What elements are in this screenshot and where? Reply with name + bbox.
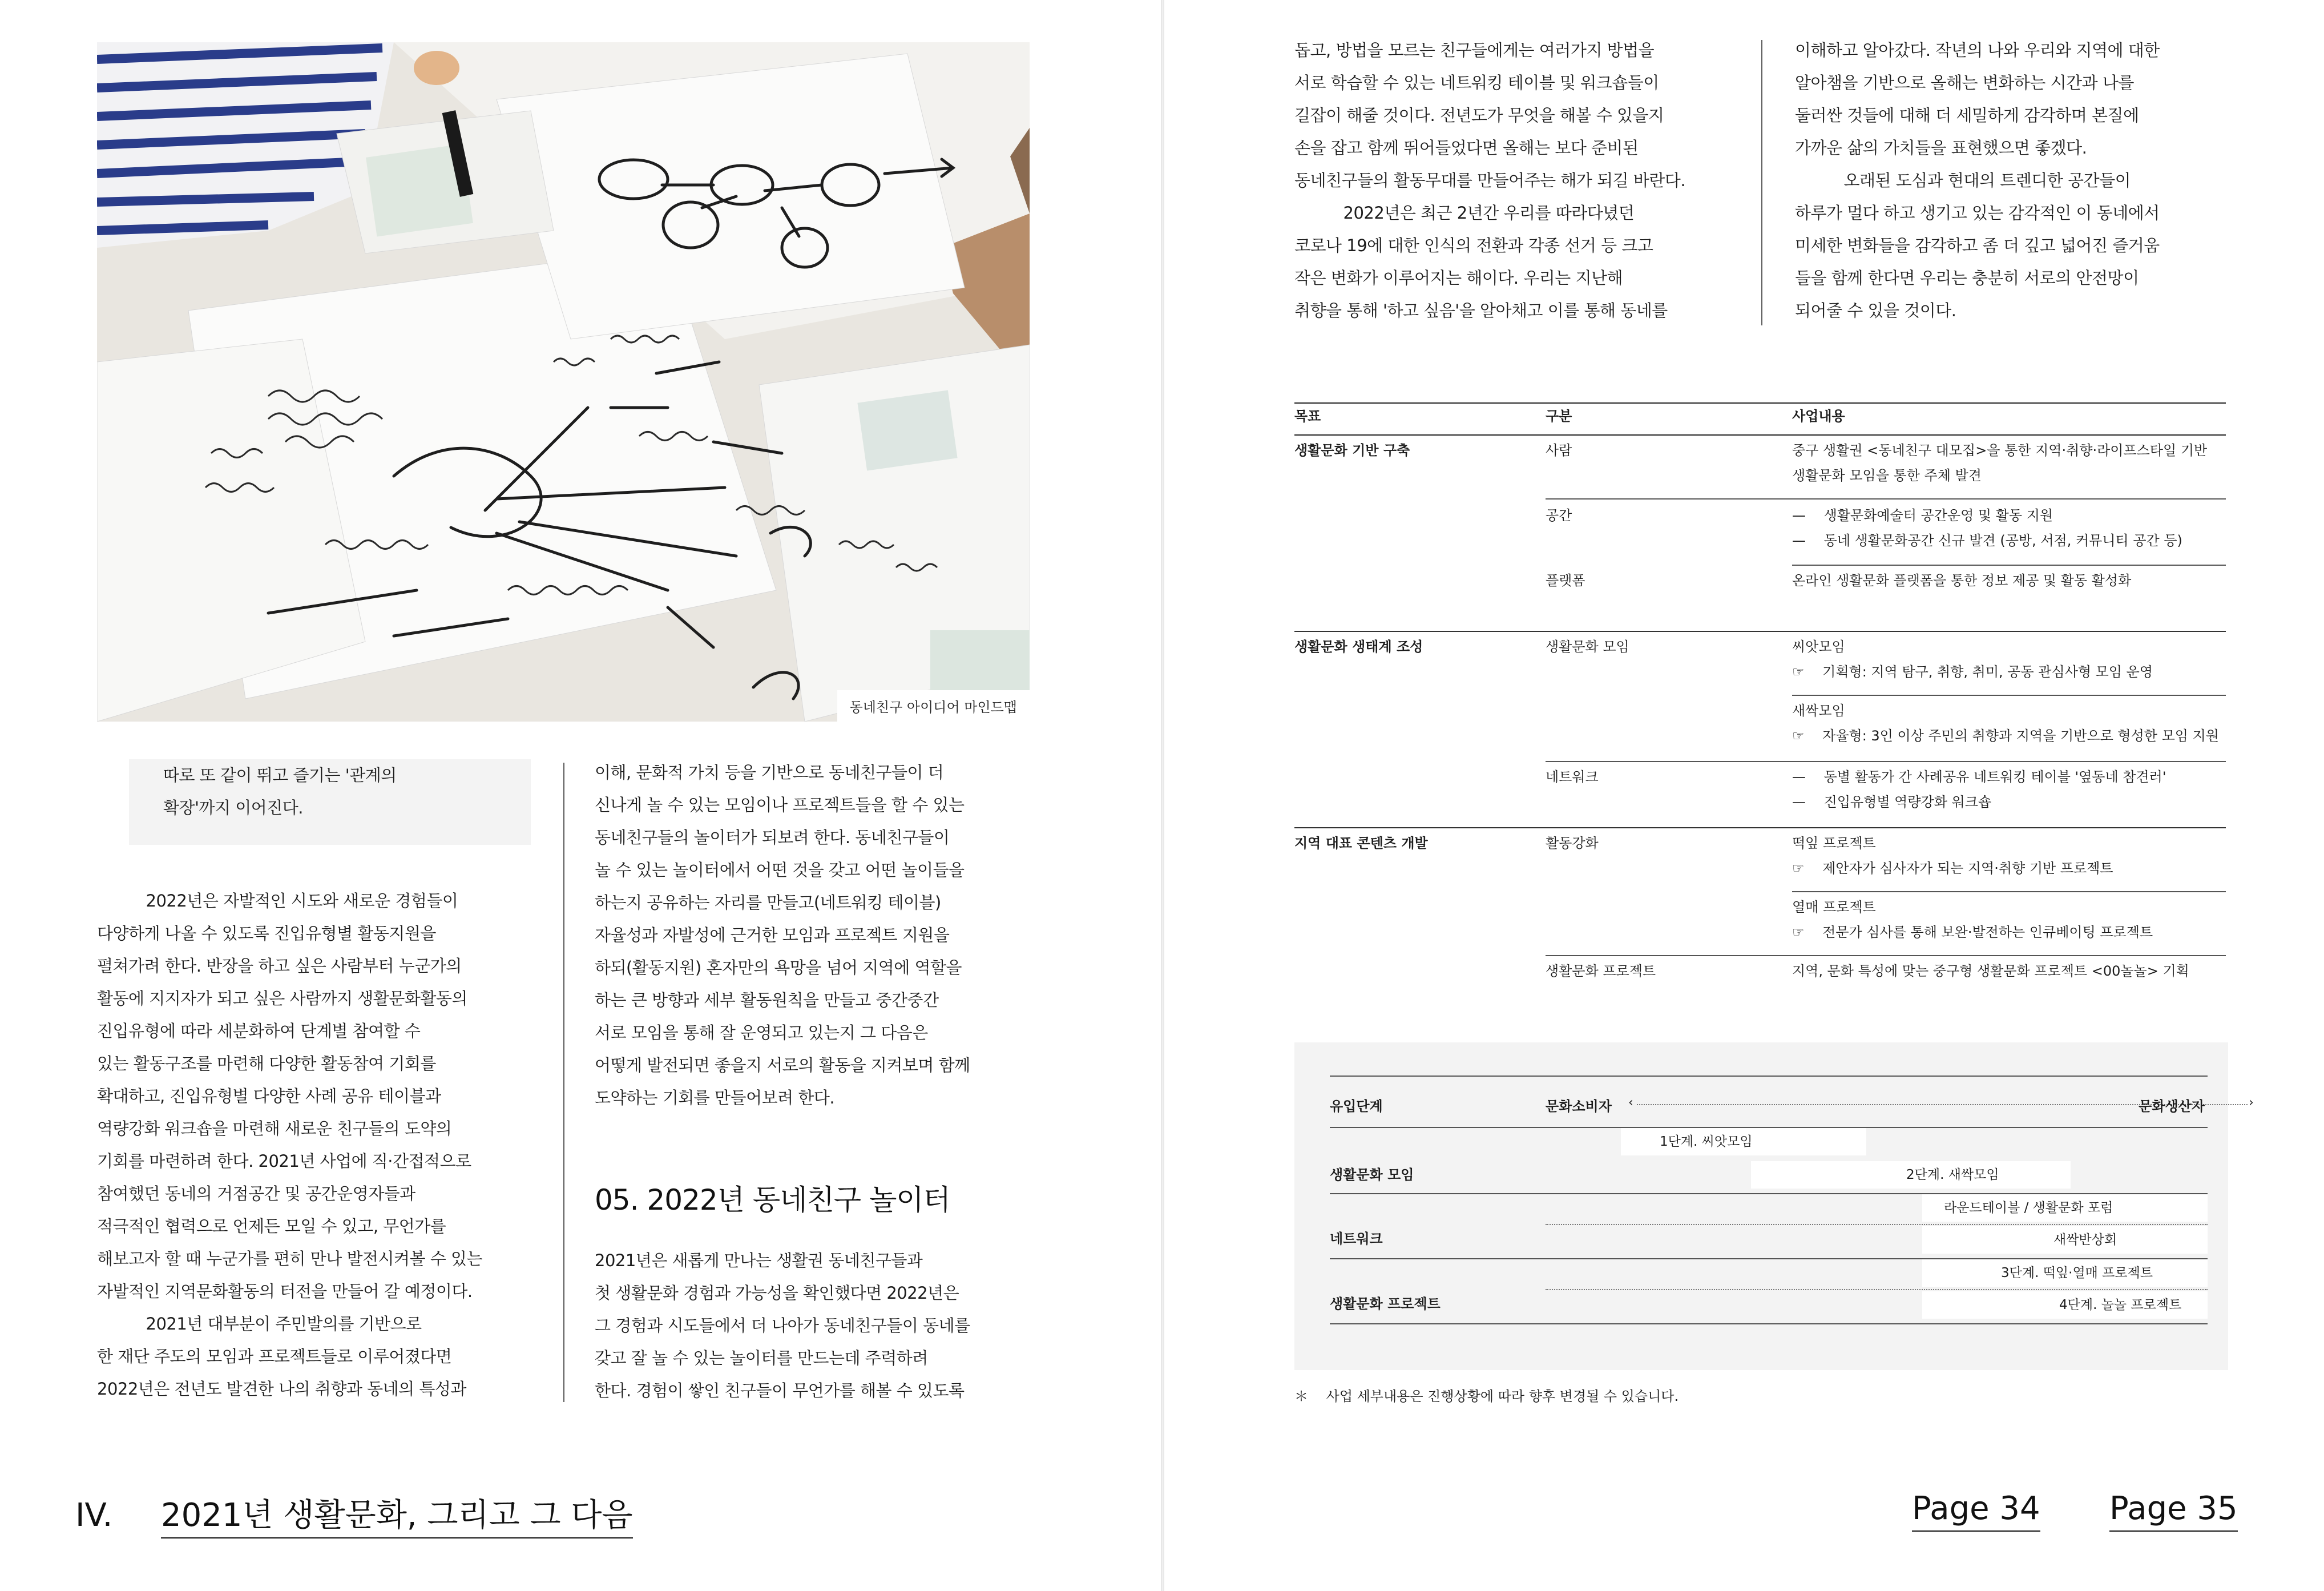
left-column-2-text: 이해, 문화적 가치 등을 기반으로 동네친구들이 더 신나게 놀 수 있는 모임이나 프로젝트들을 할 수 있는 동네친구들의 놀이터가 되보려 한다. 동네친구들이 놀 수 있는 놀이터에서 어떤 것을 갖고 어떤 놀이들을 하는지 공유하는 자리를 만들고(네트워킹 테이블) 자율성과 자발성에 근거한 모임과 프로젝트 지원을 하되(활동지원) 혼자만의 욕망을 넘어 지역에 역할을 하는 큰 방향과 세부 활동원칙을 만들고 중간중간 서로 모임을 통해 잘 운영되고 있는지 그 다음은 어떻게 발전되면 좋을지 서로의 활동을 지켜보며 함께 도약하는 기회를 만들어보려 한다. <box>595 763 970 1107</box>
section-title: 05. 2022년 동네친구 놀이터 <box>595 1183 950 1217</box>
table-header-division: 구분 <box>1546 408 1572 424</box>
stage-bar-5-label: 3단계. 떡잎·열매 프로젝트 <box>2001 1266 2153 1280</box>
row-4-content-b: 새싹모임 ☞ 자율형: 3인 이상 주민의 취향과 지역을 기반으로 형성한 모임 지원 <box>1792 703 2219 744</box>
stage-bar-1-label: 1단계. 씨앗모임 <box>1660 1134 1753 1149</box>
row-2-division: 공간 <box>1546 507 1572 523</box>
stage-bar-2 <box>1751 1161 2071 1189</box>
row-rule <box>1792 695 2226 696</box>
row-3-division: 플랫폼 <box>1546 573 1585 589</box>
group-rule <box>1294 631 2226 632</box>
right-column-2-text: 이해하고 알아갔다. 작년의 나와 우리와 지역에 대한 알아챔을 기반으로 올해는 변화하는 시간과 나를 둘러싼 것들에 대해 더 세밀하게 감각하며 본질에 가까운 삶의 가치들을 표현했으면 좋겠다. 오래된 도심과 현대의 트렌디한 공간들이 하루가 멀다 하고 생기고 있는 감각적인 이 동네에서 미세한 변화들을 감각하고 좀 더 깊고 넓어진 즐거움 들을 함께 한다면 우리는 충분히 서로의 안전망이 되어줄 수 있을 것이다. <box>1795 41 2160 320</box>
table-header-content: 사업내용 <box>1792 408 1845 424</box>
column-divider <box>563 763 564 1402</box>
stage-row-label-3: 생활문화 프로젝트 <box>1330 1296 1441 1312</box>
page-number-right: Page 35 <box>2109 1490 2238 1532</box>
chapter-number: IV. <box>75 1497 113 1534</box>
chapter-footer <box>75 1490 633 1536</box>
table-header-goal: 목표 <box>1294 408 1321 424</box>
goal-1: 생활문화 기반 구축 <box>1294 442 1410 458</box>
arrow-right-icon: › <box>2249 1095 2254 1110</box>
row-rule <box>1792 891 2226 892</box>
stage-header-label: 유입단계 <box>1330 1098 1383 1114</box>
right-column-1-text: 돕고, 방법을 모르는 친구들에게는 여러가지 방법을 서로 학습할 수 있는 네트워킹 테이블 및 워크숍들이 길잡이 해줄 것이다. 전년도가 무엇을 해볼 수 있을지 손을 잡고 함께 뛰어들었다면 올해는 보다 준비된 동네친구들의 활동무대를 만들어주는 해가 되길 바란다. 2022년은 최근 2년간 우리를 따라다녔던 코로나 19에 대한 인식의 전환과 각종 선거 등 크고 작은 변화가 이루어지는 해이다. 우리는 지난해 취향을 통해 '하고 싶음'을 알아채고 이를 통해 동네를 <box>1294 41 1686 320</box>
footnote: ＊ 사업 세부내용은 진행상황에 따라 향후 변경될 수 있습니다. <box>1294 1388 1679 1404</box>
stage-from-label: 문화소비자 <box>1546 1098 1612 1114</box>
stage-bar-6 <box>1922 1291 2208 1319</box>
row-2-content: — 생활문화예술터 공간운영 및 활동 지원 — 동네 생활문화공간 신규 발견 (공방, 서점, 커뮤니티 공간 등) <box>1792 507 2182 549</box>
mindmap-photo <box>97 42 1030 722</box>
stage-row-label-2: 네트워크 <box>1330 1231 1383 1247</box>
row-7-division: 생활문화 프로젝트 <box>1546 963 1656 979</box>
stage-bar-3-label: 라운드테이블 / 생활문화 포럼 <box>1944 1201 2113 1215</box>
diagram-bottom-rule <box>1330 1323 2208 1324</box>
row-5-content: — 동별 활동가 간 사례공유 네트워킹 테이블 '옆동네 참견러' — 진입유형별 역량강화 워크숍 <box>1792 769 2166 810</box>
row-6-division: 활동강화 <box>1546 835 1599 851</box>
row-6-content-b: 열매 프로젝트 ☞ 전문가 심사를 통해 보완·발전하는 인큐베이팅 프로젝트 <box>1792 899 2153 940</box>
diagram-dotted-rule <box>1546 1289 2208 1290</box>
group-rule <box>1294 827 2226 828</box>
stage-bar-2-label: 2단계. 새싹모임 <box>1906 1167 1999 1182</box>
chapter-title: 2021년 생활문화, 그리고 그 다음 <box>161 1497 633 1538</box>
row-1-division: 사람 <box>1546 442 1572 458</box>
photo-caption: 동네친구 아이디어 마인드맵 <box>837 690 1030 722</box>
row-rule <box>1546 761 2226 762</box>
stage-to-label: 문화생산자 <box>2139 1098 2205 1114</box>
box-quote <box>129 759 531 845</box>
page-number-left: Page 34 <box>1912 1490 2040 1532</box>
diagram-dotted-rule <box>1546 1224 2208 1225</box>
table-top-rule <box>1294 402 2226 404</box>
left-page <box>0 0 1161 1591</box>
stage-bar-4-label: 새싹반상회 <box>2053 1232 2117 1247</box>
participation-stage-diagram <box>1294 1042 2254 1370</box>
box-quote-text: 따로 또 같이 뛰고 즐기는 '관계의 확장'까지 이어진다. <box>163 766 397 817</box>
arrow-left-icon: ‹ <box>1628 1095 1633 1110</box>
stage-bar-4 <box>1922 1226 2208 1254</box>
goal-2: 생활문화 생태계 조성 <box>1294 639 1423 655</box>
stage-bar-3 <box>1922 1194 2208 1222</box>
row-4-division: 생활문화 모임 <box>1546 639 1629 655</box>
right-column-divider <box>1761 40 1762 325</box>
mindmap-photo-illustration <box>97 42 1030 722</box>
stage-bar-5 <box>1922 1259 2208 1287</box>
book-spine <box>1161 0 1164 1591</box>
table-header-rule <box>1294 434 2226 436</box>
row-1-content: 중구 생활권 <동네친구 대모집>을 통한 지역·취향·라이프스타일 기반 생활문화 모임을 통한 주체 발견 <box>1792 442 2208 484</box>
left-column-1-text: 2022년은 자발적인 시도와 새로운 경험들이 다양하게 나올 수 있도록 진입유형별 활동지원을 펼쳐가려 한다. 반장을 하고 싶은 사람부터 누군가의 활동에 지지자가 되고 싶은 사람까지 생활문화활동의 진입유형에 따라 세분화하여 단계별 참여할 수 있는 활동구조를 마련해 다양한 활동참여 기회를 확대하고, 진입유형별 다양한 사례 공유 테이블과 역량강화 워크숍을 마련해 새로운 친구들의 도약의 기회를 마련하려 한다. 2021년 사업에 직·간접적으로 참여했던 동네의 거점공간 및 공간운영자들과 적극적인 협력으로 언제든 모일 수 있고, 무언가를 해보고자 할 때 누군가를 편히 만나 발전시켜볼 수 있는 자발적인 지역문화활동의 터전을 만들어 갈 예정이다. 2021년 대부분이 주민발의를 기반으로 한 재단 주도의 모임과 프로젝트들로 이루어졌다면 2022년은 전년도 발견한 나의 취향과 동네의 특성과 <box>97 891 483 1399</box>
goal-3: 지역 대표 콘텐츠 개발 <box>1294 835 1428 851</box>
row-rule <box>1792 565 2226 566</box>
diagram-top-rule <box>1330 1076 2208 1077</box>
row-3-content: 온라인 생활문화 플랫폼을 통한 정보 제공 및 활동 활성화 <box>1792 573 2132 589</box>
stage-bar-6-label: 4단계. 놀놀 프로젝트 <box>2059 1298 2182 1312</box>
row-4-content-a: 씨앗모임 ☞ 기획형: 지역 탐구, 취향, 취미, 공동 관심사형 모임 운영 <box>1792 639 2153 680</box>
row-rule <box>1546 498 2226 500</box>
row-6-content-a: 떡잎 프로젝트 ☞ 제안자가 심사자가 되는 지역·취향 기반 프로젝트 <box>1792 835 2113 876</box>
row-7-content: 지역, 문화 특성에 맞는 중구형 생활문화 프로젝트 <00놀놀> 기획 <box>1792 963 2189 979</box>
row-rule <box>1546 955 2226 956</box>
stage-bar-1 <box>1621 1128 1866 1155</box>
row-5-division: 네트워크 <box>1546 769 1599 785</box>
left-column-2b-text: 2021년은 새롭게 만나는 생활권 동네친구들과 첫 생활문화 경험과 가능성을 확인했다면 2022년은 그 경험과 시도들에서 더 나아가 동네친구들이 동네를 갖고 잘 놀 수 있는 놀이터를 만드는데 주력하려 한다. 경험이 쌓인 친구들이 무언가를 해볼 수 있도록 <box>595 1251 970 1400</box>
stage-row-label-1: 생활문화 모임 <box>1330 1167 1414 1183</box>
